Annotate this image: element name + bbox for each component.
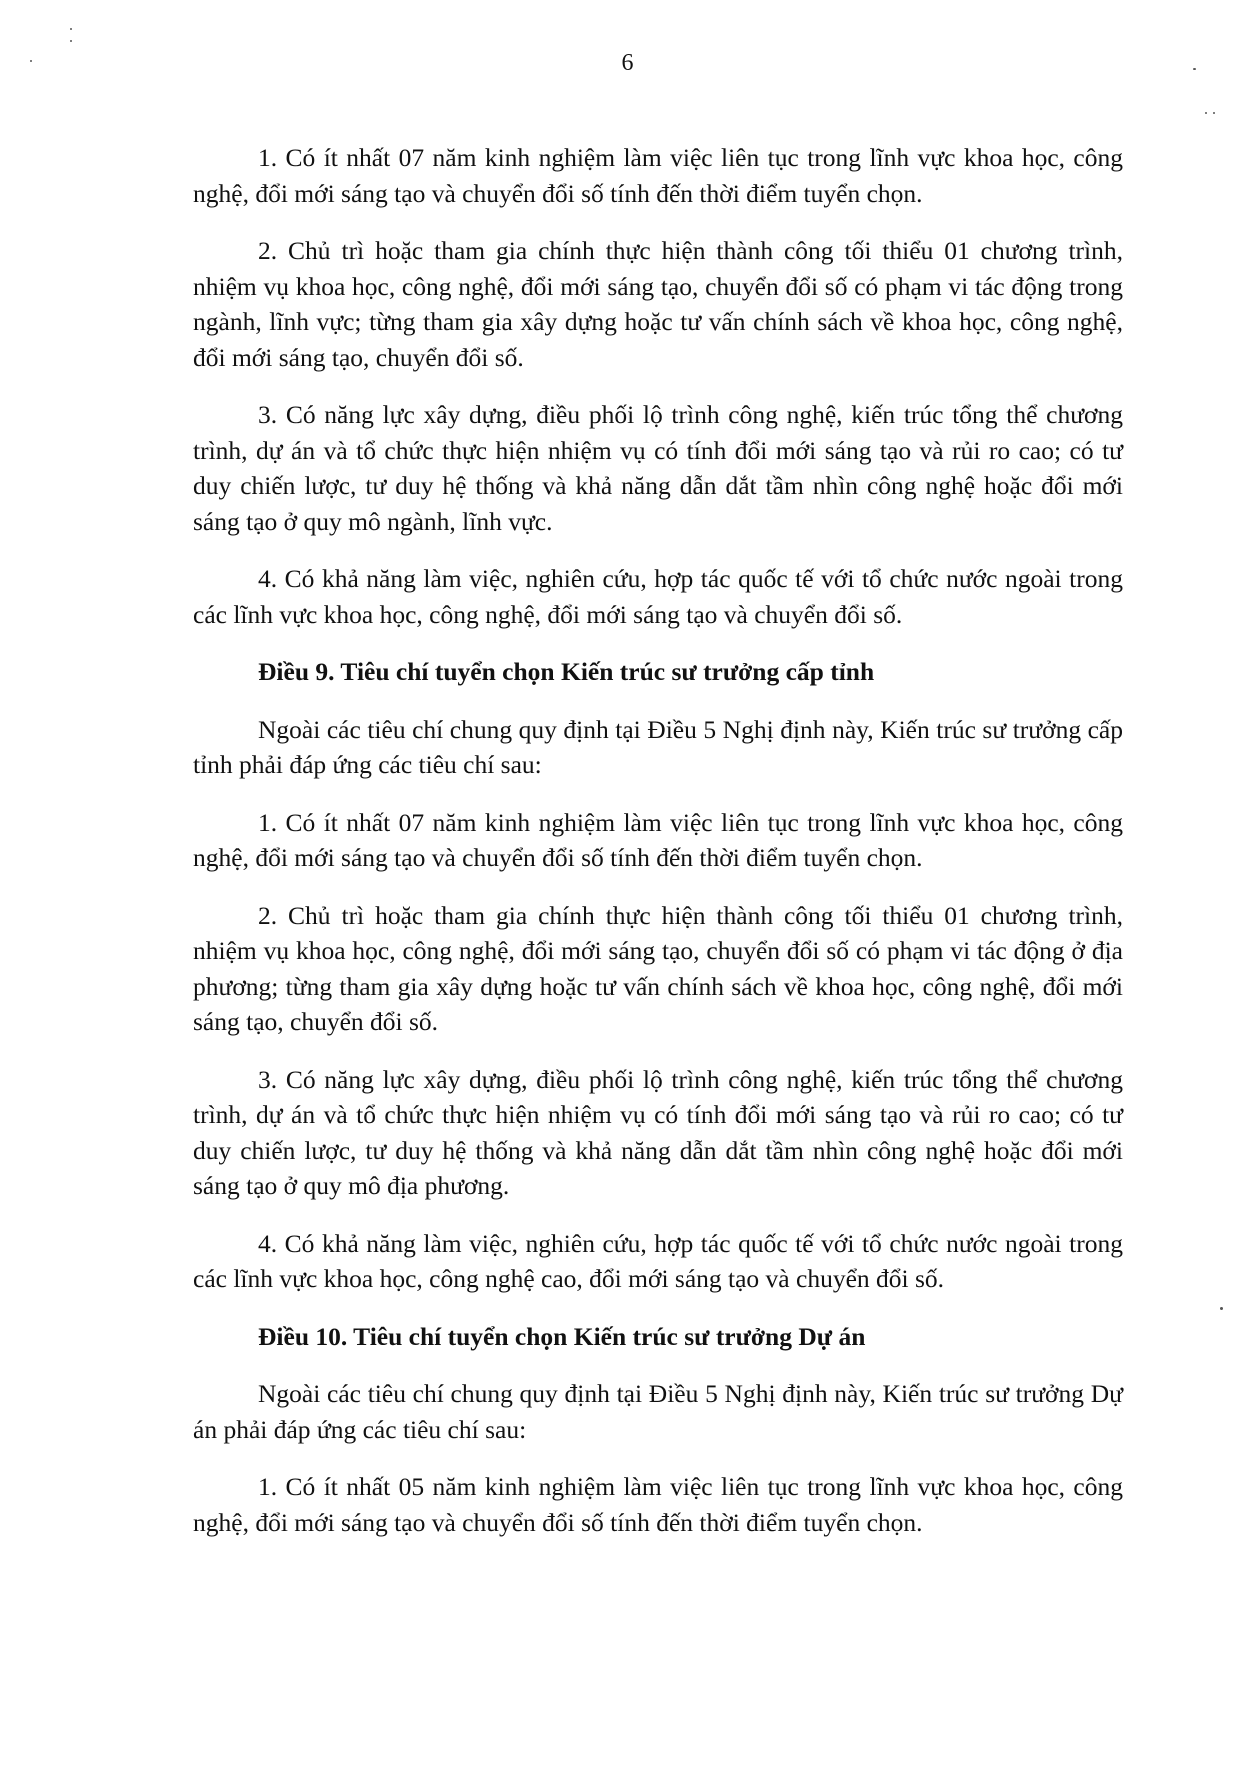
- scan-speck: [1205, 112, 1207, 114]
- scan-speck: [1193, 68, 1196, 70]
- scan-speck: [30, 60, 32, 62]
- page-number: 6: [621, 50, 634, 76]
- paragraph: 1. Có ít nhất 07 năm kinh nghiệm làm việc liên tục trong lĩnh vực khoa học, công nghệ, đổi mới sáng tạo và chuyển đổi số tính đến thời điểm tuyển chọn.: [193, 143, 1123, 208]
- paragraph: Ngoài các tiêu chí chung quy định tại Điều 5 Nghị định này, Kiến trúc sư trưởng cấp tỉnh phải đáp ứng các tiêu chí sau:: [193, 714, 1123, 779]
- paragraph: 2. Chủ trì hoặc tham gia chính thực hiện thành công tối thiểu 01 chương trình, nhiệm vụ khoa học, công nghệ, đổi mới sáng tạo, chuyển đổi số có phạm vi tác động trong ngành, lĩnh vực; từng tham gia xây dựng hoặc tư vấn chính sách về khoa học, công nghệ, đổi mới sáng tạo, chuyển đổi số.: [193, 236, 1123, 372]
- paragraph: 4. Có khả năng làm việc, nghiên cứu, hợp tác quốc tế với tổ chức nước ngoài trong các lĩnh vực khoa học, công nghệ cao, đổi mới sáng tạo và chuyển đổi số.: [193, 1228, 1123, 1293]
- article-heading-10: Điều 10. Tiêu chí tuyển chọn Kiến trúc sư trưởng Dự án: [258, 1321, 866, 1351]
- paragraph: 3. Có năng lực xây dựng, điều phối lộ trình công nghệ, kiến trúc tổng thể chương trình, dự án và tổ chức thực hiện nhiệm vụ có tính đổi mới sáng tạo và rủi ro cao; có tư duy chiến lược, tư duy hệ thống và khả năng dẫn dắt tầm nhìn công nghệ hoặc đổi mới sáng tạo ở quy mô địa phương.: [193, 1064, 1123, 1200]
- paragraph: Ngoài các tiêu chí chung quy định tại Điều 5 Nghị định này, Kiến trúc sư trưởng Dự án phải đáp ứng các tiêu chí sau:: [193, 1379, 1123, 1444]
- scan-speck: [1220, 1307, 1223, 1310]
- scan-speck: [70, 40, 72, 42]
- scan-speck: [1213, 112, 1215, 114]
- article-heading-9: Điều 9. Tiêu chí tuyển chọn Kiến trúc sư trưởng cấp tỉnh: [258, 657, 875, 686]
- paragraph: 3. Có năng lực xây dựng, điều phối lộ trình công nghệ, kiến trúc tổng thể chương trình, dự án và tổ chức thực hiện nhiệm vụ có tính đổi mới sáng tạo và rủi ro cao; có tư duy chiến lược, tư duy hệ thống và khả năng dẫn dắt tầm nhìn công nghệ hoặc đổi mới sáng tạo ở quy mô ngành, lĩnh vực.: [193, 400, 1123, 536]
- paragraph: 2. Chủ trì hoặc tham gia chính thực hiện thành công tối thiểu 01 chương trình, nhiệm vụ khoa học, công nghệ, đổi mới sáng tạo, chuyển đổi số có phạm vi tác động ở địa phương; từng tham gia xây dựng hoặc tư vấn chính sách về khoa học, công nghệ, đổi mới sáng tạo, chuyển đổi số.: [193, 900, 1123, 1036]
- document-body: [193, 140, 1123, 1540]
- paragraph: 1. Có ít nhất 05 năm kinh nghiệm làm việc liên tục trong lĩnh vực khoa học, công nghệ, đổi mới sáng tạo và chuyển đổi số tính đến thời điểm tuyển chọn.: [193, 1472, 1123, 1537]
- scan-speck: [70, 28, 72, 30]
- paragraph: 1. Có ít nhất 07 năm kinh nghiệm làm việc liên tục trong lĩnh vực khoa học, công nghệ, đổi mới sáng tạo và chuyển đổi số tính đến thời điểm tuyển chọn.: [193, 807, 1123, 872]
- paragraph: 4. Có khả năng làm việc, nghiên cứu, hợp tác quốc tế với tổ chức nước ngoài trong các lĩnh vực khoa học, công nghệ, đổi mới sáng tạo và chuyển đổi số.: [193, 564, 1123, 629]
